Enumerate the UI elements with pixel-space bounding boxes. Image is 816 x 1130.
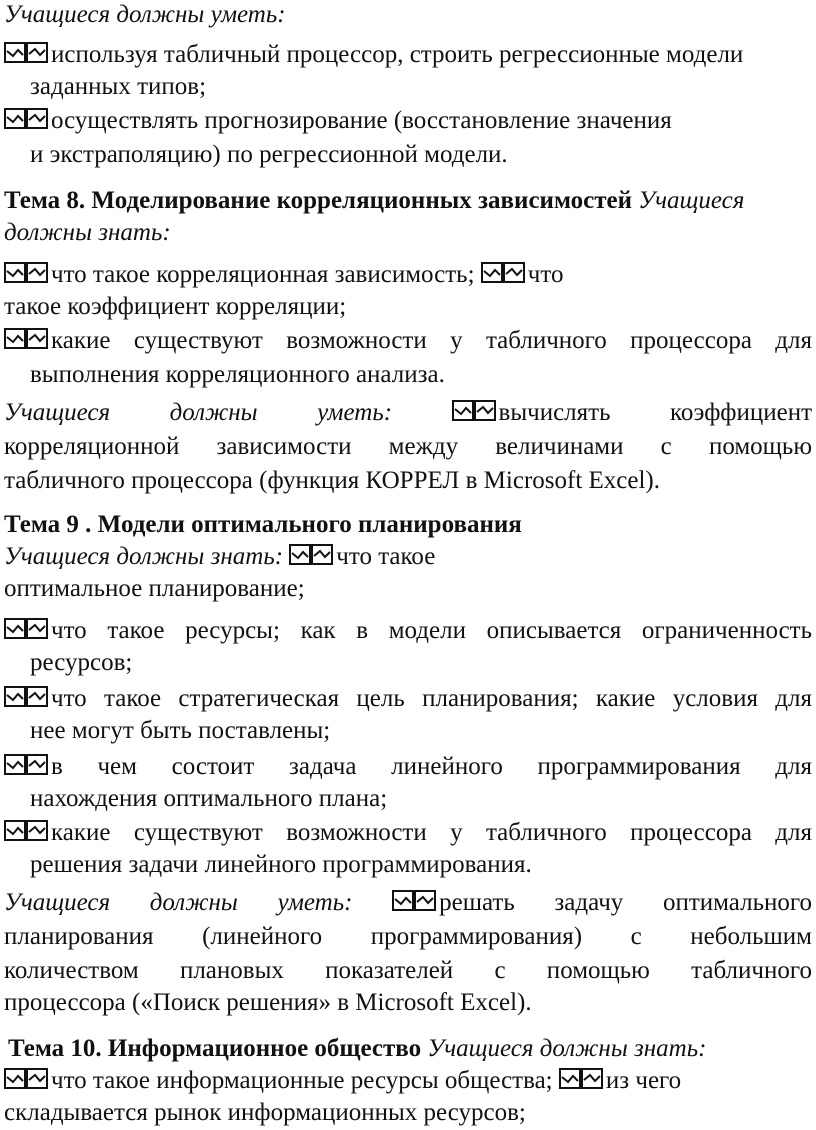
paragraph-line: планирования (линейного программирования) с небольшим [4, 923, 812, 950]
can-heading: Учащиеся должны уметь: [4, 1, 286, 28]
section-title: Тема 9 . Модели оптимального планирования [4, 511, 522, 538]
checkbox-glyph-icon [4, 41, 49, 65]
theme-10-title-line: Тема 10. Информационное общество Учащиеся должны знать: [8, 1035, 707, 1062]
checkbox-glyph-icon [4, 261, 49, 285]
list-item-continuation: нее могут быть поставлены; [30, 717, 331, 744]
checkbox-glyph-icon [4, 685, 49, 709]
checkbox-glyph-icon [452, 399, 497, 423]
checkbox-glyph-icon [4, 819, 49, 843]
checkbox-glyph-icon [559, 1067, 604, 1091]
list-item-continuation: нахождения оптимального плана; [30, 785, 388, 812]
know-line: Учащиеся должны знать: что такое [4, 543, 436, 570]
list-item-continuation: такое коэффициент корреляции; [4, 293, 347, 320]
paragraph-line: табличного процессора (функция КОРРЕЛ в Microsoft Excel). [4, 467, 661, 494]
list-item-continuation: решения задачи линейного программирования. [30, 851, 532, 878]
checkbox-glyph-icon [481, 261, 526, 285]
know-heading: должны знать: [4, 219, 171, 246]
list-item: что такое ресурсы; как в модели описывается ограниченность [4, 616, 812, 646]
can-paragraph: Учащиеся должны уметь: вычислять коэффициент [4, 399, 812, 426]
list-item: в чем состоит задача линейного программирования для [4, 752, 812, 782]
theme-8-title-line: Тема 8. Моделирование корреляционных зависимостей Учащиеся [4, 187, 745, 214]
checkbox-glyph-icon [4, 327, 49, 351]
checkbox-glyph-icon [4, 617, 49, 641]
list-item: что такое стратегическая цель планирования; какие условия для [4, 684, 812, 714]
paragraph-line: корреляционной зависимости между величинами с помощью [4, 433, 812, 460]
list-item: используя табличный процессор, строить регрессионные модели [4, 40, 743, 70]
paragraph-line: количеством плановых показателей с помощью табличного [4, 957, 812, 984]
section-title: Тема 10. Информационное общество [8, 1035, 422, 1062]
list-item-continuation: складывается рынок информационных ресурсов; [4, 1099, 526, 1126]
list-item-continuation: и экстраполяцию) по регрессионной модели. [30, 141, 508, 168]
can-paragraph: Учащиеся должны уметь: решать задачу оптимального [4, 889, 812, 916]
checkbox-glyph-icon [392, 889, 437, 913]
list-item: какие существуют возможности у табличного процессора для [4, 818, 812, 848]
list-item-continuation: оптимальное планирование; [4, 575, 305, 602]
checkbox-glyph-icon [4, 1067, 49, 1091]
list-item: какие существуют возможности у табличного процессора для [4, 326, 812, 356]
checkbox-glyph-icon [289, 543, 334, 567]
list-item: осуществлять прогнозирование (восстановление значения [4, 106, 672, 136]
list-item-continuation: выполнения корреляционного анализа. [30, 361, 445, 388]
list-item-continuation: ресурсов; [30, 649, 133, 676]
checkbox-glyph-icon [4, 753, 49, 777]
checkbox-glyph-icon [4, 107, 49, 131]
list-item: что такое информационные ресурсы общества; из чего [4, 1066, 681, 1096]
section-title: Тема 8. Моделирование корреляционных зависимостей [4, 187, 633, 214]
paragraph-line: процессора («Поиск решения» в Microsoft Excel). [4, 989, 532, 1016]
list-item-continuation: заданных типов; [30, 73, 207, 100]
list-item: что такое корреляционная зависимость; что [4, 260, 563, 290]
